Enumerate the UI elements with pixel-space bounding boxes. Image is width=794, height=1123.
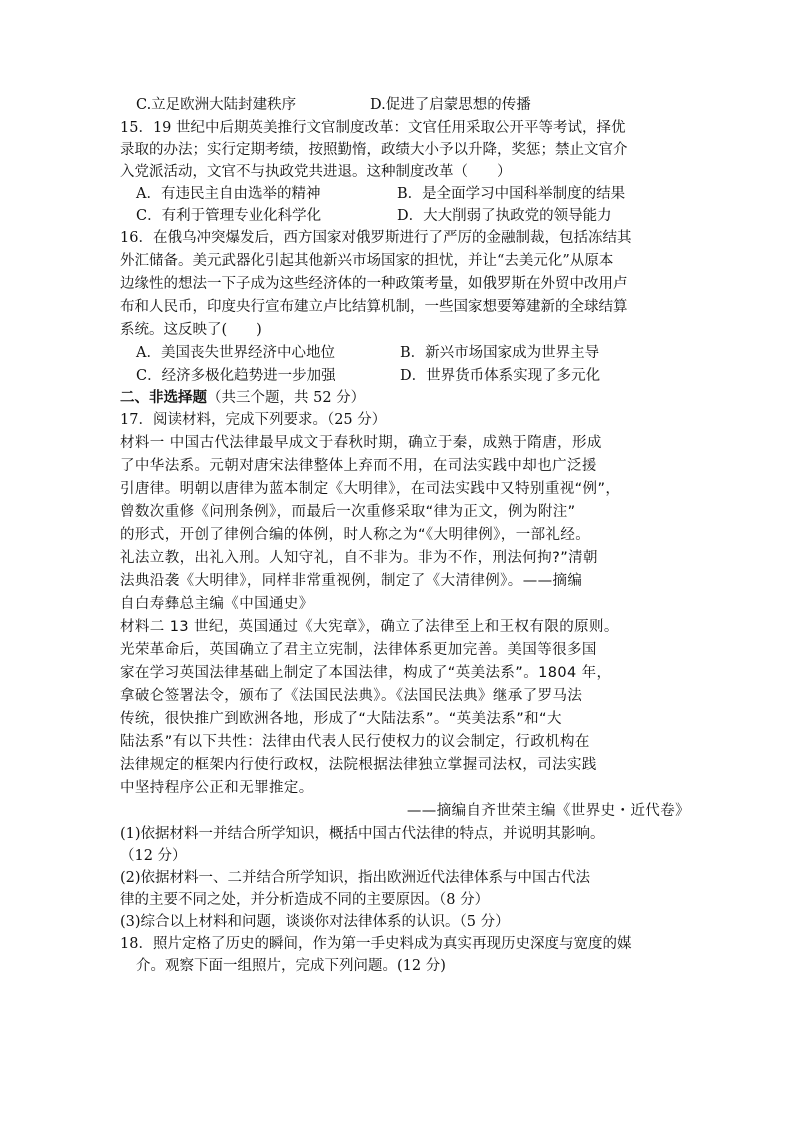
q15-option-b: B．是全面学习中国科举制度的结果 [397, 186, 626, 202]
q15-option-d: D．大大削弱了执政党的领导能力 [397, 208, 612, 224]
q18-stem-line-1: 18．照片定格了历史的瞬间，作为第一手史料成为真实再现历史深度与宽度的媒 [120, 936, 632, 952]
q17-question2-line-2: 律的主要不同之处，并分析造成不同的主要原因。（8 分） [120, 892, 490, 908]
q17-material1-line-6: 礼法立教，出礼入刑。人知守礼，自不非为。非为不作，刑法何拘?”清朝 [120, 550, 598, 566]
q16-stem-line-5: 系统。这反映了( ) [120, 322, 262, 338]
q17-intro: 17．阅读材料，完成下列要求。（25 分） [120, 412, 387, 428]
q17-material2-line-7: 法律规定的框架内行使行政权，法院根据法律独立掌握司法权，司法实践 [120, 757, 597, 773]
q14-option-d: D.促进了启蒙思想的传播 [370, 97, 531, 113]
q17-material1-line-5: 的形式，开创了律例合编的体例，时人称之为“《大明律例》，一部礼经。 [120, 527, 591, 543]
q16-option-c: C．经济多极化趋势进一步加强 [136, 368, 336, 384]
q17-question3: (3)综合以上材料和问题，谈谈你对法律体系的认识。（5 分） [120, 914, 510, 930]
q17-material2-line-4: 拿破仑签署法令，颁布了《法国民法典》。《法国民法典》继承了罗马法 [120, 688, 583, 704]
q15-stem-line-1: 15．19 世纪中后期英美推行文官制度改革：文官任用采取公开平等考试，择优 [120, 120, 626, 136]
q15-option-a: A．有违民主自由选举的精神 [136, 186, 321, 202]
q18-stem-line-2: 介。观察下面一组照片，完成下列问题。(12 分) [136, 958, 446, 974]
q17-material2-line-8: 中坚持程序公正和无罪推定。 [120, 780, 314, 796]
section-2-heading [120, 387, 365, 409]
q17-material1-line-2: 了中华法系。元朝对唐宋法律整体上弃而不用，在司法实践中却也广泛援 [120, 458, 597, 474]
section-2-note: （共三个题，共 52 分） [207, 390, 366, 406]
q16-stem-line-3: 边缘性的想法一下子成为这些经济体的一种政策考量，如俄罗斯在外贸中改用卢 [120, 276, 628, 292]
q16-stem-line-1: 16．在俄乌冲突爆发后，西方国家对俄罗斯进行了严厉的金融制裁，包括冻结其 [120, 230, 632, 246]
q17-material1-line-3: 引唐律。明朝以唐律为蓝本制定《大明律》，在司法实践中又特别重视“例”， [120, 481, 621, 497]
q16-option-d: D．世界货币体系实现了多元化 [400, 368, 601, 384]
section-2-title: 二、非选择题 [120, 389, 207, 406]
q17-question2-line-1: (2)依据材料一、二并结合所学知识，指出欧洲近代法律体系与中国古代法 [120, 870, 591, 886]
q17-material2-line-1: 材料二 13 世纪，英国通过《大宪章》，确立了法律至上和王权有限的原则。 [120, 619, 619, 635]
q15-option-c: C．有利于管理专业化科学化 [136, 208, 322, 224]
q14-option-c: C.立足欧洲大陆封建秩序 [136, 97, 297, 113]
q17-material1-line-4: 曾数次重修《问刑条例》，而最后一次重修采取“律为正文，例为附注” [120, 504, 576, 520]
q17-material1-line-8: 自白寿彝总主编《中国通史》 [120, 596, 314, 612]
q16-stem-line-4: 布和人民币，印度央行宣布建立卢比结算机制，一些国家想要筹建新的全球结算 [120, 299, 628, 315]
q17-material1-line-1: 材料一 中国古代法律最早成文于春秋时期，确立于秦，成熟于隋唐，形成 [120, 435, 602, 451]
q16-option-b: B．新兴市场国家成为世界主导 [400, 345, 600, 361]
q17-material1-line-7: 法典沿袭《大明律》，同样非常重视例，制定了《大清律例》。——摘编 [120, 573, 583, 589]
q17-material2-line-2: 光荣革命后，英国确立了君主立宪制，法律体系更加完善。美国等很多国 [120, 642, 597, 658]
q17-material2-source: ——摘编自齐世荣主编《世界史・近代卷》 [406, 803, 690, 819]
q15-stem-line-3: 入党派活动，文官不与执政党共进退。这种制度改革（ ） [120, 164, 512, 180]
q15-stem-line-2: 录取的办法；实行定期考绩，按照勤惰，政绩大小予以升降，奖惩；禁止文官介 [120, 142, 628, 158]
q17-question1-line-2: （12 分） [120, 848, 187, 864]
q16-stem-line-2: 外汇储备。美元武器化引起其他新兴市场国家的担忧，并让“去美元化”从原本 [120, 253, 614, 269]
q17-material2-line-3: 家在学习英国法律基础上制定了本国法律，构成了“英美法系”。1804 年， [120, 665, 612, 681]
q17-material2-line-6: 陆法系”有以下共性：法律由代表人民行使权力的议会制定，行政机构在 [120, 734, 590, 750]
q16-option-a: A．美国丧失世界经济中心地位 [136, 345, 335, 361]
q17-question1-line-1: (1)依据材料一并结合所学知识，概括中国古代法律的特点，并说明其影响。 [120, 826, 605, 842]
q17-material2-line-5: 传统，很快推广到欧洲各地，形成了“大陆法系”。“英美法系”和“大 [120, 711, 562, 727]
